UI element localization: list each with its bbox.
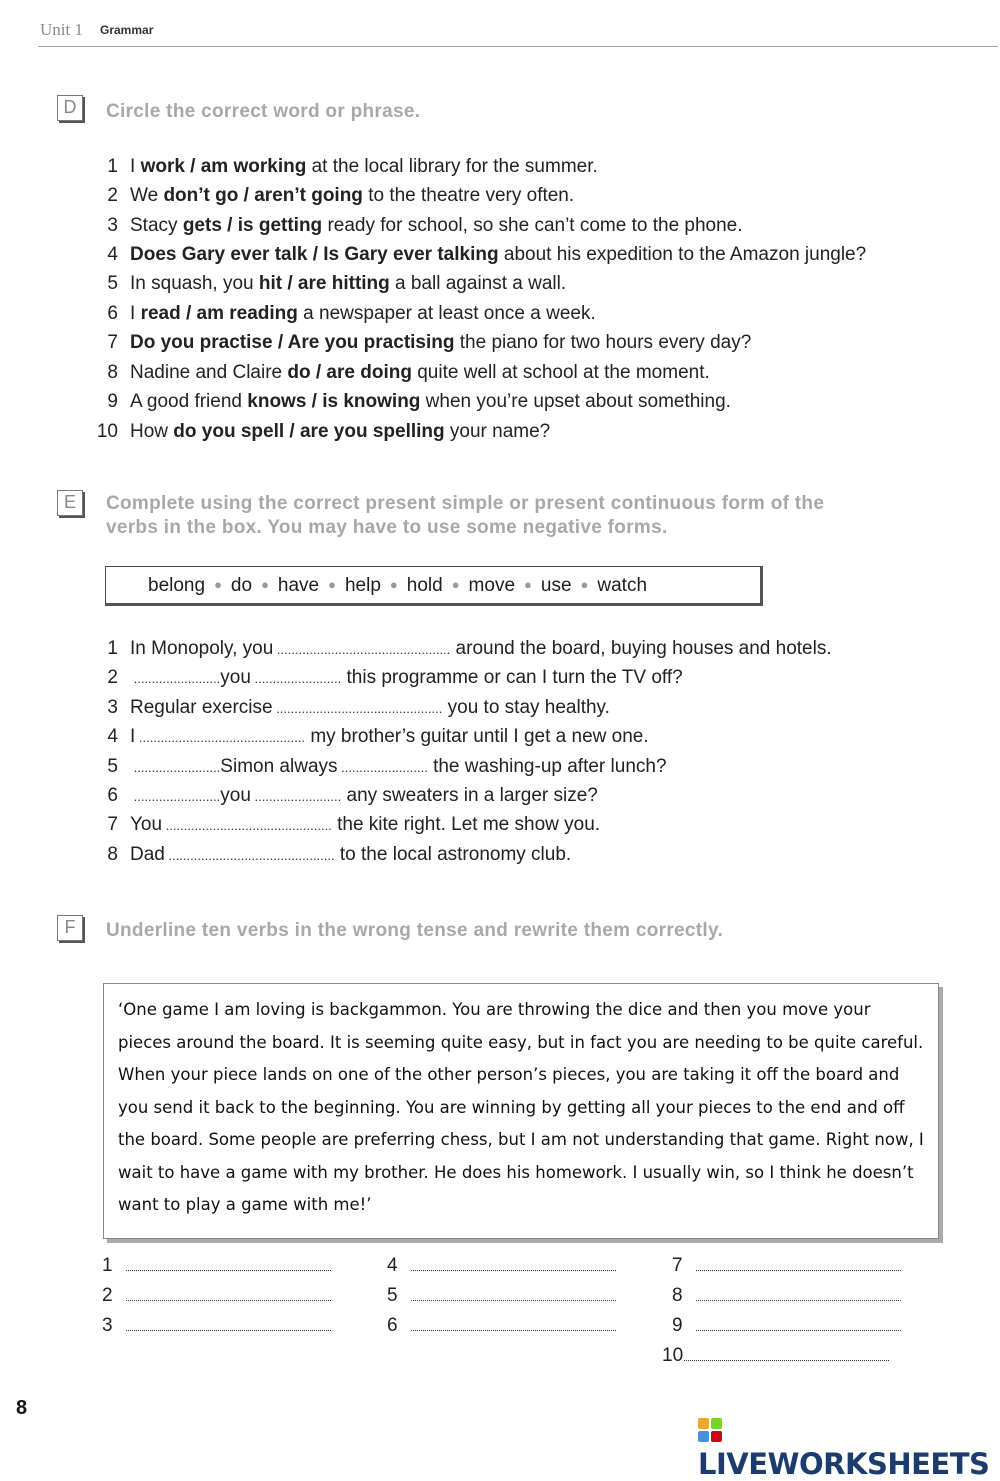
item-number: 2 bbox=[107, 667, 118, 688]
answer-blank[interactable]: ........................ bbox=[250, 789, 342, 804]
item-text: You bbox=[130, 814, 163, 835]
section-d-box: D bbox=[57, 95, 83, 121]
item-text: the piano for two hours every day? bbox=[454, 332, 752, 353]
logo-square bbox=[711, 1431, 722, 1442]
item-text: In Monopoly, you bbox=[130, 638, 274, 659]
answer-line[interactable] bbox=[411, 1288, 616, 1301]
choice-options[interactable]: do you spell / are you spelling bbox=[173, 421, 445, 442]
item-text: I bbox=[130, 303, 141, 324]
section-e-item bbox=[90, 696, 610, 720]
item-text: Dad bbox=[130, 844, 165, 865]
page-number: 8 bbox=[16, 1397, 28, 1419]
answer-blank[interactable]: ................................................ bbox=[273, 642, 451, 657]
item-text: Simon always bbox=[220, 756, 338, 777]
answer-row bbox=[387, 1315, 616, 1337]
section-e-item bbox=[90, 813, 600, 837]
section-e-item bbox=[90, 637, 832, 661]
section-f-instruction: Underline ten verbs in the wrong tense and rewrite them correctly. bbox=[106, 920, 724, 941]
item-text: when you’re upset about something. bbox=[420, 391, 731, 412]
item-text: you bbox=[220, 785, 251, 806]
answer-number: 6 bbox=[387, 1315, 398, 1336]
item-text: A good friend bbox=[130, 391, 248, 412]
answer-row bbox=[387, 1285, 616, 1307]
answer-row bbox=[102, 1315, 331, 1337]
section-e-instruction-line2: verbs in the box. You may have to use some negative forms. bbox=[106, 517, 668, 538]
item-text: I bbox=[130, 156, 141, 177]
answer-blank[interactable]: ........................ bbox=[250, 671, 342, 686]
logo-grid-icon bbox=[698, 1418, 722, 1442]
answer-number: 2 bbox=[102, 1285, 113, 1306]
box-word: do bbox=[230, 575, 253, 596]
answer-line[interactable] bbox=[696, 1318, 901, 1331]
choice-options[interactable]: hit / are hitting bbox=[258, 273, 390, 294]
item-number: 8 bbox=[107, 362, 118, 383]
item-number: 1 bbox=[107, 156, 118, 177]
item-number: 2 bbox=[107, 185, 118, 206]
choice-options[interactable]: gets / is getting bbox=[182, 215, 323, 236]
item-text: to the theatre very often. bbox=[362, 185, 575, 206]
item-text: this programme or can I turn the TV off? bbox=[341, 667, 683, 688]
item-number: 5 bbox=[107, 756, 118, 777]
item-text: a ball against a wall. bbox=[389, 273, 567, 294]
item-number: 3 bbox=[107, 697, 118, 718]
answer-number: 7 bbox=[672, 1255, 683, 1276]
box-word: belong bbox=[148, 575, 206, 596]
item-number: 7 bbox=[107, 332, 118, 353]
choice-options[interactable]: knows / is knowing bbox=[247, 391, 421, 412]
section-e-item bbox=[90, 755, 667, 779]
section-e-instruction-line1: Complete using the correct present simple or present continuous form of the bbox=[106, 493, 825, 514]
item-text: quite well at school at the moment. bbox=[411, 362, 710, 383]
answer-number: 8 bbox=[672, 1285, 683, 1306]
item-text: the kite right. Let me show you. bbox=[331, 814, 601, 835]
section-d-item bbox=[90, 420, 550, 444]
section-e-item bbox=[90, 725, 649, 749]
choice-options[interactable]: work / am working bbox=[140, 156, 307, 177]
item-text: a newspaper at least once a week. bbox=[297, 303, 596, 324]
logo-square bbox=[698, 1431, 709, 1442]
item-number: 6 bbox=[107, 785, 118, 806]
answer-blank[interactable]: .............................................. bbox=[272, 701, 443, 716]
choice-options[interactable]: Does Gary ever talk / Is Gary ever talking bbox=[130, 244, 499, 265]
box-word: help bbox=[344, 575, 381, 596]
section-d-item bbox=[90, 331, 751, 355]
item-number: 4 bbox=[107, 244, 118, 265]
word-box bbox=[105, 566, 763, 606]
item-number: 7 bbox=[107, 814, 118, 835]
liveworksheets-logo bbox=[698, 1413, 1000, 1481]
answer-number: 4 bbox=[387, 1255, 398, 1276]
box-word: have bbox=[277, 575, 320, 596]
logo-square bbox=[711, 1418, 722, 1429]
section-d-instruction: Circle the correct word or phrase. bbox=[106, 101, 421, 122]
section-label: Grammar bbox=[100, 23, 154, 37]
item-text: your name? bbox=[444, 421, 551, 442]
unit-label: Unit 1 bbox=[40, 20, 83, 39]
item-text: I bbox=[130, 726, 136, 747]
answer-number: 1 bbox=[102, 1255, 113, 1276]
box-word: hold bbox=[406, 575, 443, 596]
item-text: at the local library for the summer. bbox=[306, 156, 598, 177]
box-word: move bbox=[468, 575, 516, 596]
section-d-item bbox=[90, 390, 731, 414]
item-text: around the board, buying houses and hotels. bbox=[450, 638, 832, 659]
item-text: We bbox=[130, 185, 164, 206]
answer-line[interactable] bbox=[696, 1288, 901, 1301]
answer-row bbox=[672, 1315, 901, 1337]
bullet-separator: ● bbox=[389, 577, 398, 592]
answer-row bbox=[102, 1255, 331, 1277]
bullet-separator: ● bbox=[214, 577, 222, 592]
answer-row bbox=[672, 1285, 901, 1307]
item-number: 10 bbox=[96, 421, 118, 442]
answer-blank[interactable]: .............................................. bbox=[164, 848, 335, 863]
section-d-item bbox=[90, 243, 866, 267]
answer-blank[interactable]: ........................ bbox=[130, 789, 221, 804]
section-e-item bbox=[90, 666, 683, 690]
bullet-separator: ● bbox=[580, 577, 589, 592]
section-e-item bbox=[90, 843, 571, 867]
box-word: watch bbox=[597, 575, 648, 596]
section-d-item bbox=[90, 361, 710, 385]
choice-options[interactable]: read / am reading bbox=[140, 303, 298, 324]
section-d-item bbox=[90, 214, 743, 238]
bullet-separator: ● bbox=[524, 577, 532, 592]
answer-blank[interactable]: .............................................. bbox=[162, 818, 332, 833]
answer-line[interactable] bbox=[684, 1348, 889, 1361]
section-f-box: F bbox=[57, 915, 83, 941]
answer-line[interactable] bbox=[696, 1258, 901, 1271]
answer-blank[interactable]: ........................ bbox=[337, 760, 428, 775]
answer-line[interactable] bbox=[126, 1258, 331, 1271]
item-number: 9 bbox=[107, 391, 118, 412]
item-text: Nadine and Claire bbox=[130, 362, 288, 383]
item-text: you to stay healthy. bbox=[442, 697, 610, 718]
item-text: the washing-up after lunch? bbox=[427, 756, 667, 777]
answer-number: 10 bbox=[662, 1345, 684, 1366]
section-e-item bbox=[90, 784, 598, 808]
answer-number: 5 bbox=[387, 1285, 398, 1306]
section-d-item bbox=[90, 302, 596, 326]
item-text: you bbox=[220, 667, 251, 688]
logo-text: LIVEWORKSHEETS bbox=[698, 1447, 990, 1481]
answer-row bbox=[102, 1285, 331, 1307]
item-text: In squash, you bbox=[130, 273, 259, 294]
bullet-separator: ● bbox=[261, 577, 269, 592]
item-text: ready for school, so she can’t come to the phone. bbox=[322, 215, 743, 236]
answer-line[interactable] bbox=[411, 1258, 616, 1271]
section-e-box: E bbox=[57, 490, 83, 516]
item-number: 1 bbox=[107, 638, 118, 659]
choice-options[interactable]: Do you practise / Are you practising bbox=[130, 332, 455, 353]
logo-square bbox=[698, 1418, 709, 1429]
item-number: 4 bbox=[107, 726, 118, 747]
answer-blank[interactable]: ........................ bbox=[130, 671, 221, 686]
answer-row bbox=[662, 1345, 889, 1367]
box-word: use bbox=[540, 575, 572, 596]
choice-options[interactable]: don’t go / aren’t going bbox=[163, 185, 363, 206]
item-text: How bbox=[130, 421, 174, 442]
answer-line[interactable] bbox=[411, 1318, 616, 1331]
answer-line[interactable] bbox=[126, 1318, 331, 1331]
item-number: 6 bbox=[107, 303, 118, 324]
section-d-item bbox=[90, 272, 566, 296]
item-number: 3 bbox=[107, 215, 118, 236]
section-d-item bbox=[90, 155, 598, 179]
item-text: Regular exercise bbox=[130, 697, 273, 718]
answer-blank[interactable]: ........................ bbox=[130, 760, 221, 775]
section-d-item bbox=[90, 184, 574, 208]
answer-row bbox=[387, 1255, 616, 1277]
item-text: Stacy bbox=[130, 215, 183, 236]
item-text: any sweaters in a larger size? bbox=[341, 785, 598, 806]
choice-options[interactable]: do / are doing bbox=[287, 362, 412, 383]
item-number: 8 bbox=[107, 844, 118, 865]
item-text: my brother’s guitar until I get a new one. bbox=[305, 726, 649, 747]
passage-box: ‘One game I am loving is backgammon. You are throwing the dice and then you move your pieces around the board. It is seeming quite easy, but in fact you are needing to be quite careful. When your piece lands on one of the other person’s pieces, you are taking it off the board and you send it back to the beginning. You are winning by getting all your pieces to the end and off the board. Some people are preferring chess, but I am not understanding that game. Right now, I wait to have a game with my brother. He does his homework. I usually win, so I think he doesn’t want to play a game with me!’ bbox=[103, 983, 939, 1239]
bullet-separator: ● bbox=[451, 577, 460, 592]
item-text: about his expedition to the Amazon jungle? bbox=[498, 244, 867, 265]
answer-number: 3 bbox=[102, 1315, 113, 1336]
answer-blank[interactable]: .............................................. bbox=[135, 730, 306, 745]
bullet-separator: ● bbox=[328, 577, 336, 592]
answer-row bbox=[672, 1255, 901, 1277]
answer-number: 9 bbox=[672, 1315, 683, 1336]
answer-line[interactable] bbox=[126, 1288, 331, 1301]
header-divider bbox=[38, 46, 998, 47]
item-text: to the local astronomy club. bbox=[334, 844, 572, 865]
item-number: 5 bbox=[107, 273, 118, 294]
